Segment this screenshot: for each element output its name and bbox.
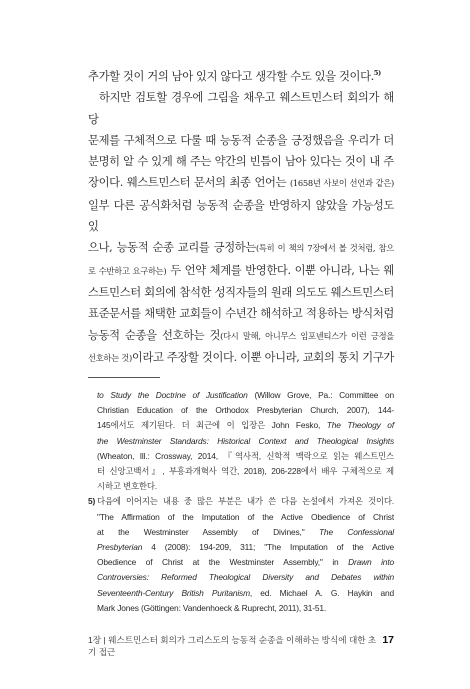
text-span: 두 언약 체계를 반영한다. 이뿐 아니라, 나는 웨	[166, 263, 394, 277]
text-line: 스트민스터 회의에 참석한 성직자들의 원래 의도도 웨스트민스터	[88, 285, 394, 299]
text-span: Obedience of Christ at the Westminster Assembly," in	[97, 557, 349, 568]
footnote-line: 시하고 변호한다.	[97, 481, 157, 492]
footnote-line	[97, 434, 394, 449]
footnote-ref-5[interactable]: 5)	[373, 69, 381, 77]
footnote-5	[88, 494, 394, 616]
text-line: 분명히 알 수 있게 해 주는 약간의 빈틈이 남아 있다는 것이 내 주	[88, 155, 394, 169]
text-span: 145에서도 제기된다. 더 최근에 이 입장은 John Fesko,	[97, 420, 327, 431]
parenthetical-note: 로 수반하고 요구하는)	[88, 265, 167, 276]
book-title: The Theology of	[326, 420, 394, 431]
text-line	[88, 325, 394, 347]
footnote-line	[97, 570, 394, 585]
text-line	[88, 260, 394, 282]
text-span: (Willow Grove, Pa.: Committee on	[247, 390, 394, 400]
journal-title: Presbyterian	[97, 542, 143, 553]
text-line: 일부 다른 공식화처럼 능동적 순종을 반영하지 않았을 가능성도 있	[88, 198, 394, 234]
text-line: 문제를 구체적으로 다룰 때 능동적 순종을 긍정했음을 우리가 더	[88, 133, 394, 147]
text-span: 추가할 것이 거의 남아 있지 않다고 생각할 수도 있을 것이다.	[88, 70, 374, 83]
journal-title: The Confessional	[318, 526, 395, 537]
text-span: at the Westminster Assembly of Divines,"	[97, 526, 319, 537]
text-span: 으나, 능동적 순종 교리를 긍정하는	[88, 241, 256, 255]
footnote-line: Mark Jones (Göttingen: Vandenhoeck & Ruprecht, 2011), 31-51.	[97, 602, 327, 613]
book-title: the Westminster Standards: Historical Context and Theological Insights	[97, 435, 394, 446]
book-title: Controversies: Reformed Theological Diversity and Debates within	[97, 572, 394, 583]
parenthetical-note: (다시 말해, 아니무스 임포넨티스가 이런 긍정을	[220, 330, 395, 341]
main-text	[88, 66, 394, 369]
text-span: 장이다. 웨스트민스터 문서의 최종 언어는	[88, 176, 290, 190]
running-head: 1장 | 웨스트민스터 회의가 그리스도의 능동적 순종을 이해하는 방식에 대한 초기 접근	[88, 635, 377, 657]
footnote-line	[97, 388, 394, 403]
footnote-line	[97, 586, 394, 601]
footnote-continuation	[88, 388, 394, 494]
text-span: , ed. Michael A. G. Haykin and	[249, 587, 394, 598]
footnote-number: 5)	[88, 496, 96, 507]
text-line: 표준문서를 채택한 교회들이 수년간 해석하고 적용하는 방식처럼	[88, 307, 394, 321]
footnote-line	[97, 525, 394, 540]
footnote-line	[97, 540, 394, 555]
footnote-line	[97, 555, 394, 570]
text-line: 하지만 검토할 경우에 그림을 채우고 웨스트민스터 회의가 해당	[88, 91, 394, 126]
page-number: 17	[382, 634, 394, 646]
footnote-line: Christian Education of the Orthodox Presbyterian Church, 2007), 144-	[97, 405, 394, 416]
footnote-line: (Wheaton, Ill.: Crossway, 2014, 『역사적, 신학적 맥락으로 읽는 웨스트민스	[97, 450, 394, 461]
parenthetical-note: 선호하는 것)	[88, 352, 132, 363]
footnotes	[88, 388, 394, 616]
text-line	[88, 237, 394, 259]
footnote-line: 터 신앙고백서』, 부흥과개혁사 역간, 2018), 206-228에서 배우 구체적으로 제	[97, 466, 394, 477]
book-title: Drawn into	[348, 557, 395, 568]
parenthetical-note: (특히 이 책의 7장에서 볼 것처럼, 참으	[255, 243, 394, 254]
parenthetical-note: (1658년 사보이 선언과 같은)	[289, 178, 394, 189]
text-span: 이라고 주장할 것이다. 이뿐 아니라, 교회의 통치 기구가	[131, 350, 394, 364]
book-title: Seventeenth-Century British Puritanism	[97, 587, 250, 598]
text-line	[88, 66, 394, 87]
text-span: 4 (2008): 194-209, 311; "The Imputation of the Active	[142, 542, 394, 553]
text-line	[88, 347, 394, 369]
footnote-line	[97, 418, 394, 433]
book-title: to Study the Doctrine of Justification	[97, 390, 248, 400]
footnote-line: 다음에 이어지는 내용 중 많은 부분은 내가 쓴 다음 논설에서 가져온 것이다.	[97, 496, 394, 507]
text-span: 능동적 순종을 선호하는 것	[88, 328, 221, 342]
page-footer	[88, 634, 394, 658]
footnote-divider	[88, 377, 160, 378]
footnote-line: "The Affirmation of the Imputation of the Active Obedience of Christ	[97, 511, 394, 522]
text-line	[88, 172, 394, 194]
